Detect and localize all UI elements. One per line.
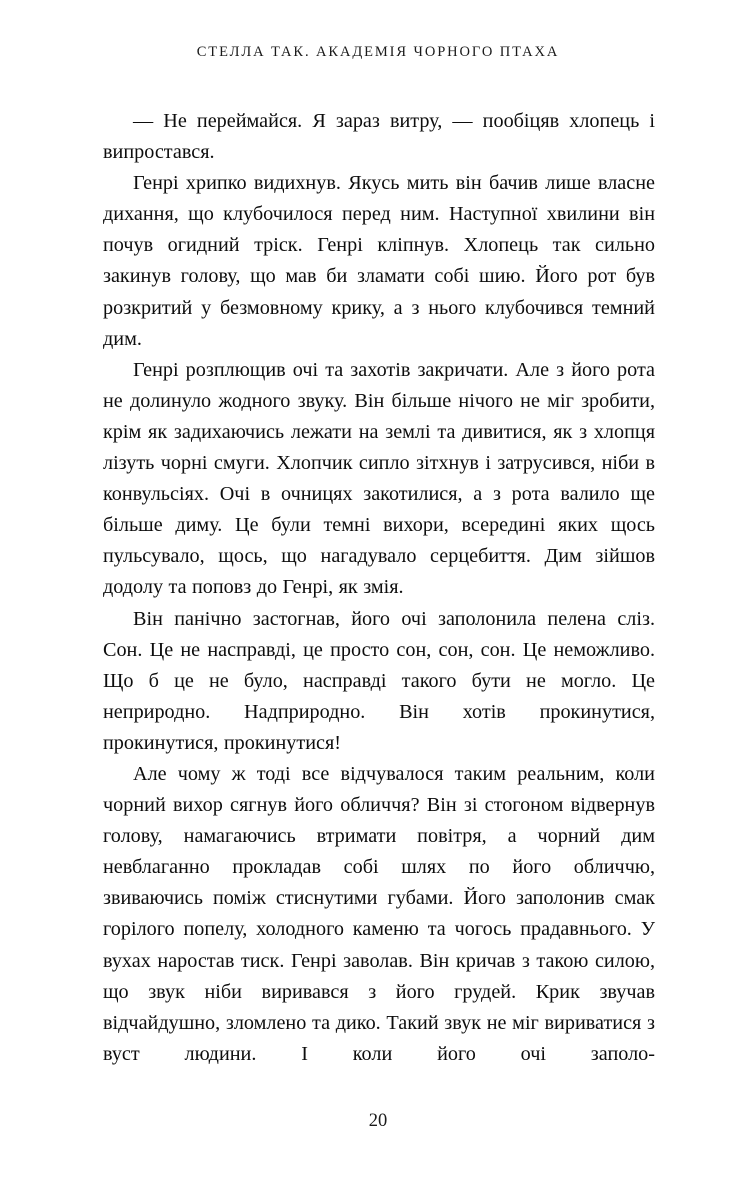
paragraph: Генрі розплющив очі та захотів закричати. Але з його рота не долинуло жодного звуку. Він більше нічого не міг зробити, крім як задихаючись лежати на землі та дивитися, як з хлопця лізуть чорні смуги. Хлопчик сипло зітхнув і затрусився, ніби в конвульсіях. Очі в очницях закотилися, а з рота валило ще більше диму. Це були темні вихори, всередині яких щось пульсувало, щось, що нагадувало серцебиття. Дим зійшов додолу та поповз до Генрі, як змія. [103,358,655,599]
paragraph: Він панічно застогнав, його очі заполонила пелена сліз. Сон. Це не насправді, це просто сон, сон, сон. Це неможливо. Що б це не було, насправді такого бути не могло. Це неприродно. Надприродно. Він хотів прокинутися, прокинутися, прокинутися! [103,607,655,754]
page-number: 20 [368,1111,388,1131]
paragraph: — Не переймайся. Я зараз витру, — пообіцяв хлопець і випростався. [103,110,655,164]
paragraph: Але чому ж тоді все відчувалося таким реальним, коли чорний вихор сягнув його обличчя? Він зі стогоном відвернув голову, намагаючись втримати повітря, а чорний дим невблаганно прокладав собі шлях по його обличчю, звиваючись поміж стиснутими губами. Його заполонив смак горілого попелу, холодного каменю та чогось прадавнього. У вухах наростав тиск. Генрі заволав. Він кричав з такою силою, що звук ніби виривався з його грудей. Крик звучав відчайдушно, зломлено та дико. Такий звук не міг вириватися з вуст людини. І коли його очі заполо- [103,762,655,1065]
paragraph: Генрі хрипко видихнув. Якусь мить він бачив лише власне дихання, що клубочилося перед ним. Наступної хвилини він почув огидний тріск. Генрі кліпнув. Хлопець так сильно закинув голову, що мав би зламати собі шию. Його рот був розкритий у безмовному крику, а з нього клубочився темний дим. [103,172,655,350]
body-text-block [103,106,655,1101]
running-head: СТЕЛЛА ТАК. АКАДЕМІЯ ЧОРНОГО ПТАХА [196,44,560,60]
